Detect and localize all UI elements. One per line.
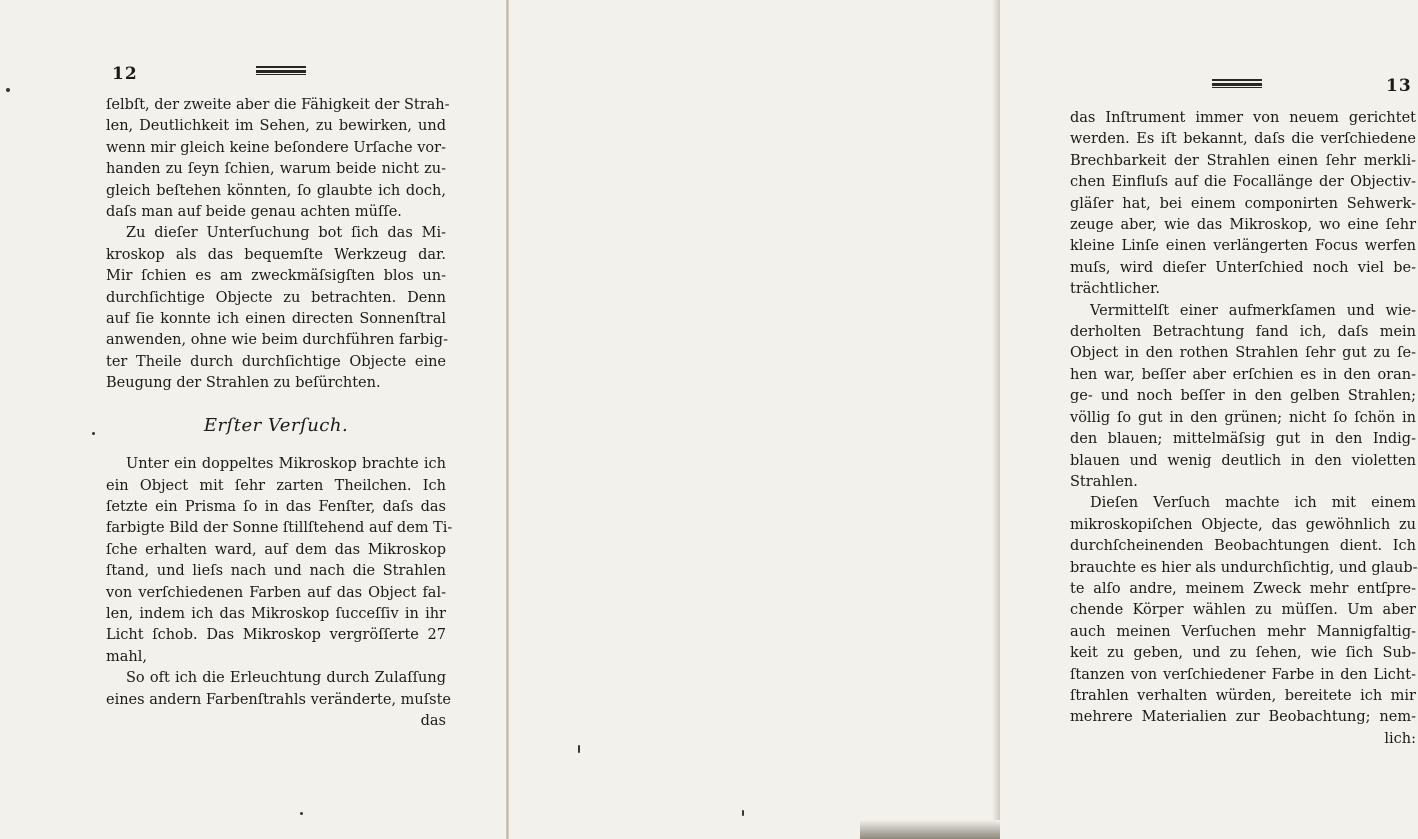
text-line: ein Object mit ſehr zarten Theilchen. Ich [106,477,446,494]
text-line: len, indem ich das Mikroskop ſucceſſiv in ihr [106,605,446,622]
text-line: eines andern Farbenſtrahls veränderte, muſste [106,691,451,708]
text-line: ſtrahlen verhalten würden, bereitete ich mir [1070,687,1416,704]
text-line: zeuge aber, wie das Mikroskop, wo eine ſehr [1070,217,1416,234]
text-line: farbigte Bild der Sonne ſtillſtehend auf dem Ti- [106,520,453,537]
header-ornament-right [1212,79,1262,88]
text-line: völlig ſo gut in den grünen; nicht ſo ſchön in [1070,409,1416,426]
ink-speck [742,810,744,816]
text-line: So oft ich die Erleuchtung durch Zulaſſung [126,670,446,687]
text-line: kroskop als das bequemſte Werkzeug dar. [106,246,446,263]
text-line: chende Körper wählen zu müſſen. Um aber [1070,602,1416,619]
page-number-right: 13 [1386,76,1412,96]
text-line: mahl, [106,648,147,665]
text-line: mikroskopiſchen Objecte, das gewöhnlich zu [1070,516,1416,533]
ink-speck [300,812,303,815]
text-line: hen war, beſſer aber erſchien es in den oran- [1070,366,1416,383]
text-line: ter Theile durch durchſichtige Objecte eine [106,353,446,370]
text-line: blauen und wenig deutlich in den violetten [1070,452,1416,469]
text-line: Mir ſchien es am zweckmäſsigſten blos un- [106,268,446,285]
text-line: len, Deutlichkeit im Sehen, zu bewirken, und [106,118,446,135]
text-line: Strahlen. [1070,473,1138,490]
left-page [0,0,506,839]
text-line: den blauen; mittelmäſsig gut in den Indig- [1070,431,1416,448]
page-number-left: 12 [112,64,138,84]
text-line: Zu dieſer Unterſuchung bot ſich das Mi- [126,225,446,242]
text-line: ſche erhalten ward, auf dem das Mikroskop [106,541,446,558]
text-line: durchſcheinenden Beobachtungen dient. Ich [1070,538,1416,555]
text-line: ſtand, und lieſs nach und nach die Strahlen [106,563,446,580]
text-line: werden. Es iſt bekannt, daſs die verſchiedene [1070,131,1416,148]
text-line: wenn mir gleich keine beſondere Urſache vor- [106,139,446,156]
text-line: Object in den rothen Strahlen ſehr gut zu ſe- [1070,345,1416,362]
text-line: brauchte es hier als undurchſichtig, und glaub- [1070,559,1418,576]
text-line: Licht ſchob. Das Mikroskop vergröſſerte 27 [106,627,446,644]
text-line: keit zu geben, und zu ſehen, wie ſich Sub- [1070,645,1416,662]
page-corner-shadow [860,820,1000,839]
text-line: te alſo andre, meinem Zweck mehr entſpre- [1070,580,1416,597]
ink-speck [92,432,95,435]
text-line: Dieſen Verſuch machte ich mit einem [1090,495,1416,512]
right-page [509,0,1418,839]
text-line: Beugung der Strahlen zu beſürchten. [106,375,381,392]
catchword: das [420,712,446,729]
text-line: Vermittelſt einer aufmerkſamen und wie- [1090,302,1416,319]
text-line: handen zu ſeyn ſchien, warum beide nicht zu- [106,161,446,178]
text-line: daſs man auf beide genau achten müſſe. [106,204,402,221]
text-line: chen Einfluſs auf die Focallänge der Objectiv- [1070,174,1416,191]
text-line: auf ſie konnte ich einen directen Sonnenſtral [106,311,446,328]
text-line: das Inſtrument immer von neuem gerichtet [1070,110,1416,126]
header-ornament-left [256,66,306,75]
text-line: derholten Betrachtung fand ich, daſs mein [1070,324,1416,341]
ink-speck [578,745,580,753]
text-line: von verſchiedenen Farben auf das Object fal- [106,584,446,601]
text-line: Unter ein doppeltes Mikroskop brachte ich [126,456,446,473]
section-heading: Erſter Verſuch. [203,414,349,436]
text-line: gleich beſtehen könnten, ſo glaubte ich doch, [106,182,446,199]
text-line: auch meinen Verſuchen mehr Mannigfaltig- [1070,623,1416,640]
page-edge-shadow [992,0,1000,839]
ink-speck [6,88,10,92]
text-line: durchſichtige Objecte zu betrachten. Denn [106,289,446,306]
right-page-text [1070,108,1416,750]
text-line: mehrere Materialien zur Beobachtung; nem- [1070,709,1416,726]
text-line: muſs, wird dieſer Unterſchied noch viel be- [1070,259,1416,276]
catchword: lich: [1384,730,1416,747]
text-line: ſelbſt, der zweite aber die Fähigkeit der Strah- [106,97,450,113]
left-page-text [106,95,453,732]
text-line: Brechbarkeit der Strahlen einen ſehr merkli- [1070,152,1416,169]
text-line: gläſer hat, bei einem componirten Sehwerk- [1070,195,1416,212]
text-line: ſtanzen von verſchiedener Farbe in den Licht- [1070,666,1416,683]
text-line: kleine Linſe einen verlängerten Focus werfen [1070,238,1416,255]
text-line: ſetzte ein Prisma ſo in das Fenſter, daſs das [106,498,446,515]
text-line: ge- und noch beſſer in den gelben Strahlen; [1070,388,1416,405]
text-line: trächtlicher. [1070,281,1160,298]
text-line: anwenden, ohne wie beim durchführen farbig- [106,332,448,349]
